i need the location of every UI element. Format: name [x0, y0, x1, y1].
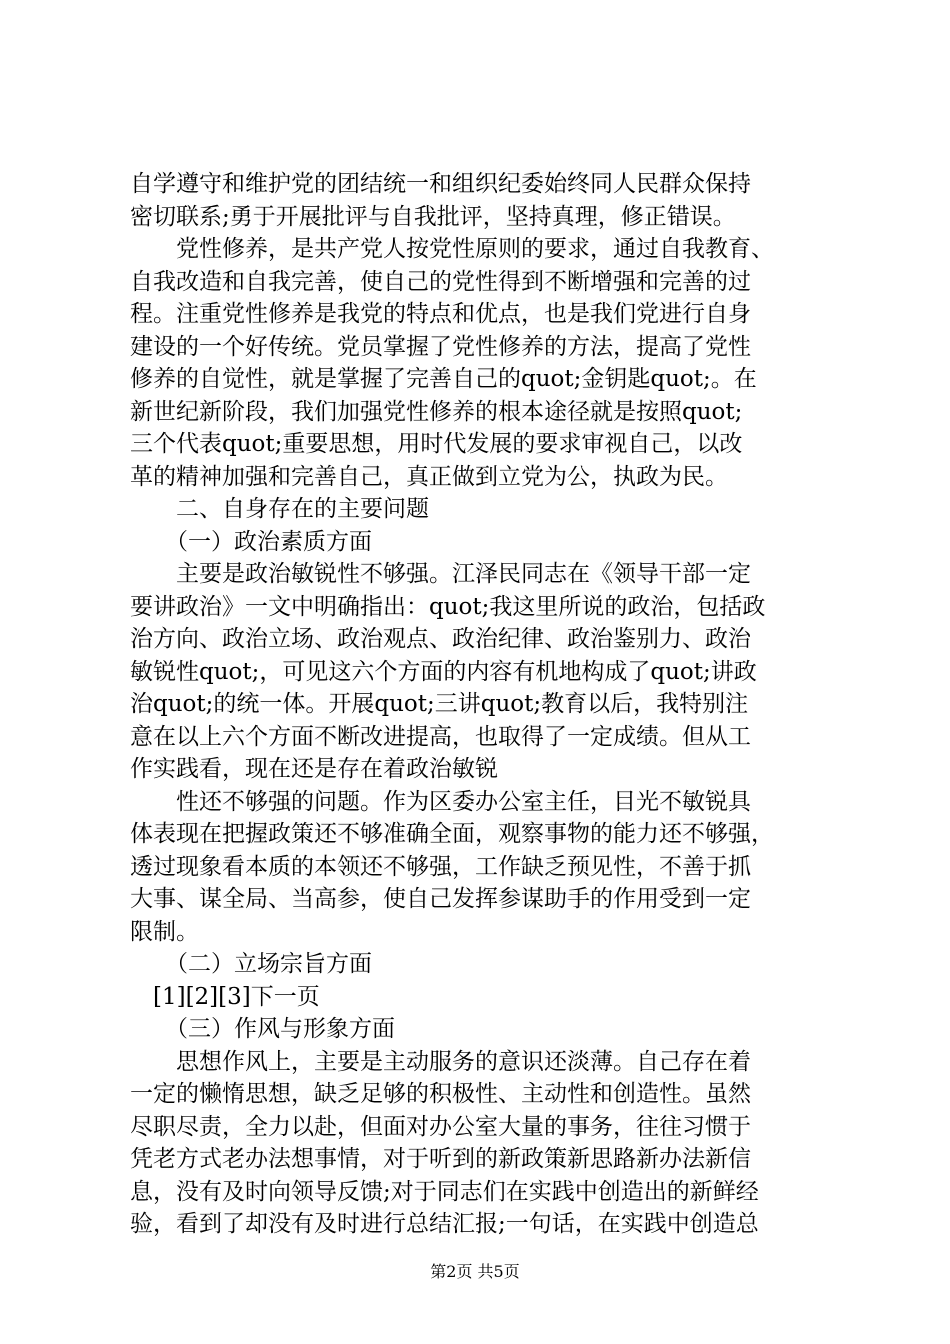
text-line: 治quot;的统一体。开展quot;三讲quot;教育以后，我特别注 — [130, 691, 749, 717]
text-line: 要讲政治》一文中明确指出：quot;我这里所说的政治，包括政 — [130, 593, 766, 620]
text-line: 自学遵守和维护党的团结统一和组织纪委始终同人民群众保持 — [130, 171, 751, 197]
text-line: 大事、谋全局、当高参，使自己发挥参谋助手的作用受到一定 — [130, 886, 751, 912]
text-line: 建设的一个好传统。党员掌握了党性修养的方法，提高了党性 — [130, 333, 751, 360]
text-line: 限制。 — [130, 918, 199, 945]
text-line: （一）政治素质方面 — [165, 528, 372, 555]
text-line: 主要是政治敏锐性不够强。江泽民同志在《领导干部一定 — [176, 561, 751, 587]
text-line: 思想作风上，主要是主动服务的意识还淡薄。自己存在着 — [176, 1048, 751, 1075]
page-footer: 第2页 共5页 — [430, 1262, 520, 1281]
text-line: 治方向、政治立场、政治观点、政治纪律、政治鉴别力、政治 — [130, 626, 751, 652]
text-line: （二）立场宗旨方面 — [165, 951, 372, 977]
text-line: 党性修养，是共产党人按党性原则的要求，通过自我教育、 — [176, 236, 774, 262]
text-line: 尽职尽责，全力以赴，但面对办公室大量的事务，往往习惯于 — [130, 1113, 751, 1140]
text-line: 性还不够强的问题。作为区委办公室主任，目光不敏锐具 — [176, 788, 751, 815]
text-line: 敏锐性quot;，可见这六个方面的内容有机地构成了quot;讲政 — [130, 658, 757, 685]
text-line: 作实践看，现在还是存在着政治敏锐 — [130, 756, 498, 782]
text-line: 验，看到了却没有及时进行总结汇报;一句话，在实践中创造总 — [130, 1211, 759, 1237]
text-line: 密切联系;勇于开展批评与自我批评，坚持真理，修正错误。 — [130, 203, 736, 230]
text-line: 三个代表quot;重要思想，用时代发展的要求审视自己，以改 — [130, 431, 743, 457]
text-line: 程。注重党性修养是我党的特点和优点，也是我们党进行自身 — [130, 301, 751, 327]
text-line: 二、自身存在的主要问题 — [176, 496, 429, 522]
text-line: 息，没有及时向领导反馈;对于同志们在实践中创造出的新鲜经 — [130, 1178, 759, 1205]
text-line: 新世纪新阶段，我们加强党性修养的根本途径就是按照quot; — [130, 398, 743, 425]
text-line: 一定的懒惰思想，缺乏足够的积极性、主动性和创造性。虽然 — [130, 1081, 751, 1107]
text-line: 凭老方式老办法想事情，对于听到的新政策新思路新办法新信 — [130, 1146, 751, 1172]
text-line: 修养的自觉性，就是掌握了完善自己的quot;金钥匙quot;。在 — [130, 366, 757, 392]
text-line: 自我改造和自我完善，使自己的党性得到不断增强和完善的过 — [130, 268, 751, 295]
text-line: [1][2][3]下一页 — [153, 983, 320, 1010]
document-body — [130, 168, 840, 1241]
text-line: （三）作风与形象方面 — [165, 1016, 395, 1042]
text-line: 意在以上六个方面不断改进提高，也取得了一定成绩。但从工 — [130, 723, 751, 750]
text-line: 体表现在把握政策还不够准确全面，观察事物的能力还不够强， — [130, 821, 774, 847]
text-line: 革的精神加强和完善自己，真正做到立党为公，执政为民。 — [130, 463, 728, 490]
text-line: 透过现象看本质的本领还不够强，工作缺乏预见性，不善于抓 — [130, 853, 751, 880]
